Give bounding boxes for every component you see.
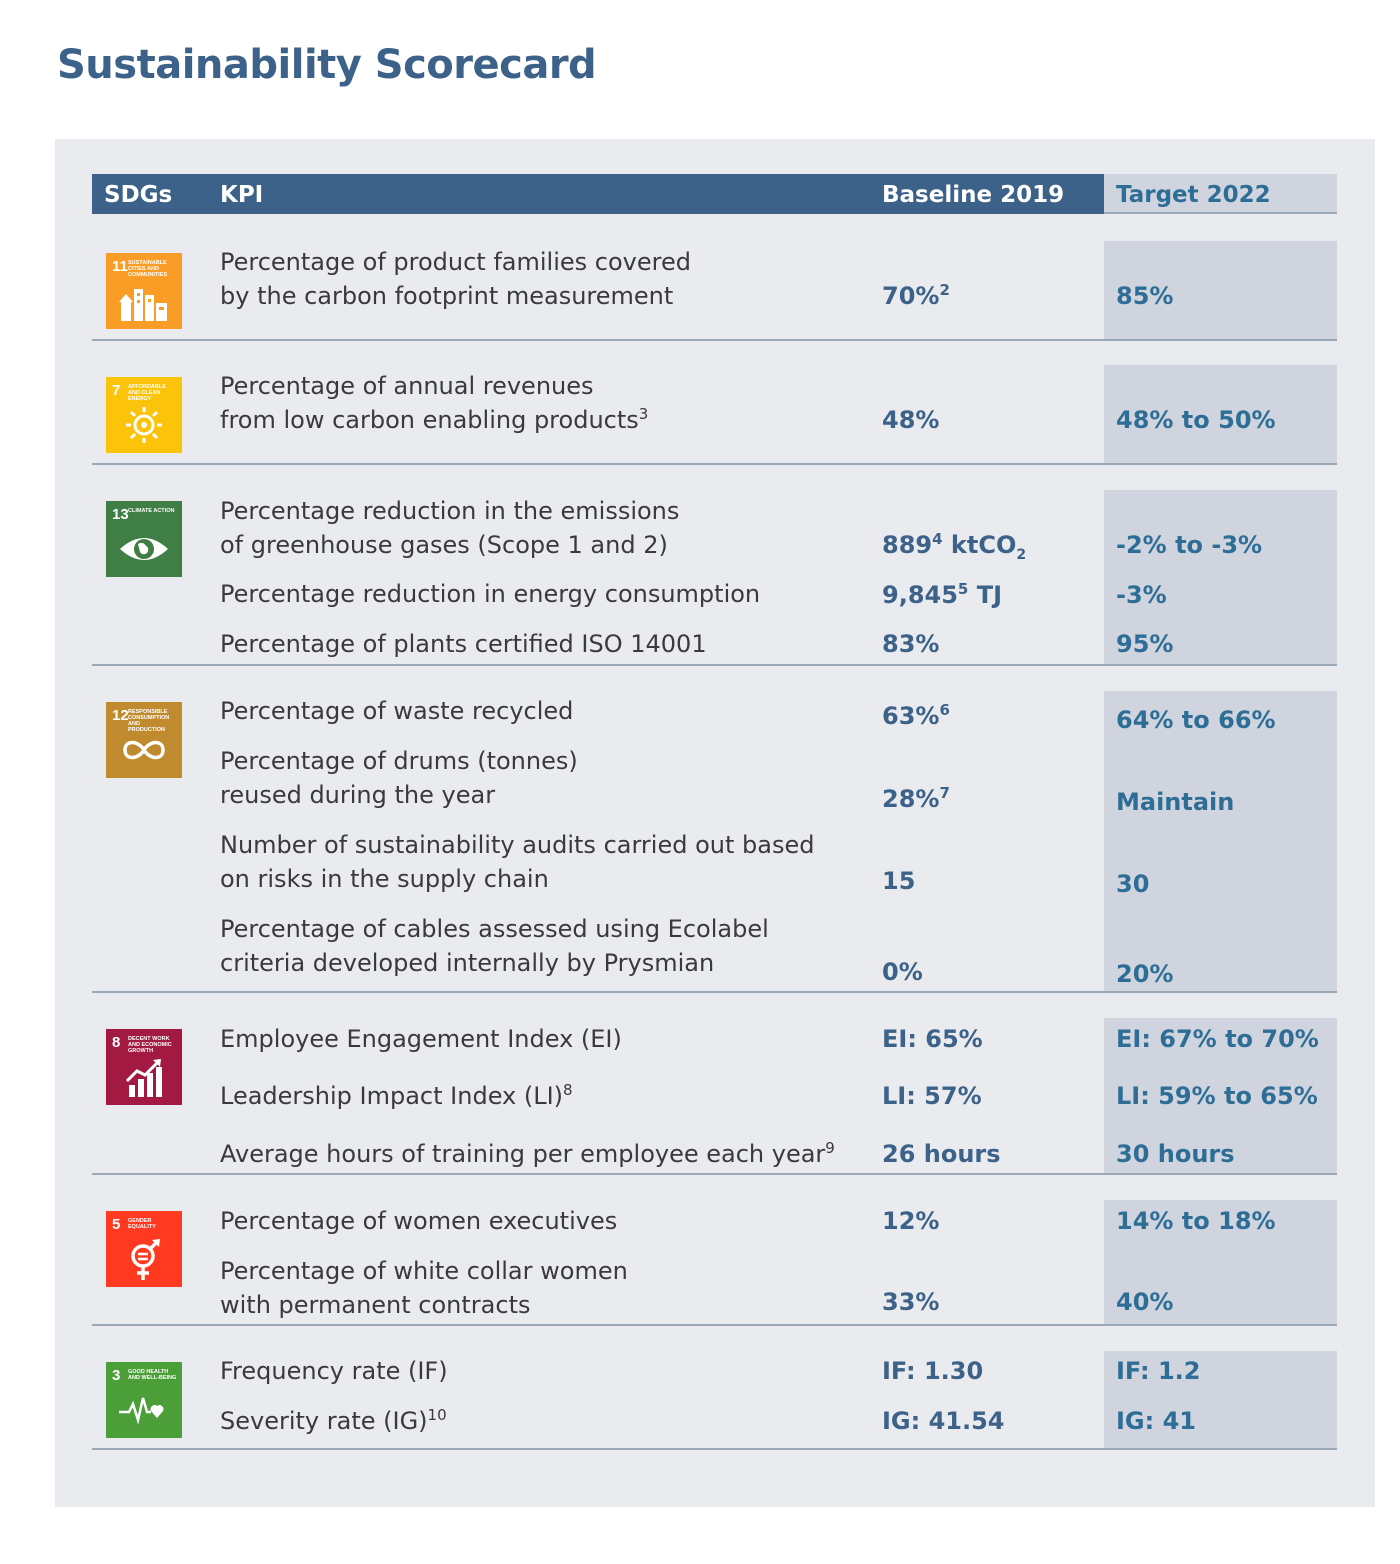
group-divider	[92, 1173, 1337, 1175]
target-value: 64% to 66%	[1116, 706, 1276, 734]
header-kpi: KPI	[220, 182, 264, 208]
baseline-value: 28%$^7$	[882, 784, 950, 813]
sdg-12-icon	[106, 702, 182, 778]
baseline-value: 12%	[882, 1207, 940, 1235]
group-divider	[92, 1448, 1337, 1450]
baseline-value: $889^4$ ktCO$_2$	[882, 530, 1027, 563]
target-value: 95%	[1116, 630, 1174, 658]
baseline-value: 9,845$^5$ TJ	[882, 580, 1003, 609]
kpi-label: Percentage of cables assessed using Ecolabel criteria developed internally by Prysmian	[220, 915, 769, 977]
sdg-7-icon	[106, 377, 182, 453]
kpi-label: Severity rate (IG)$^{10}$	[220, 1406, 447, 1435]
sdg-number: 12	[112, 707, 129, 724]
kpi-label: Percentage of drums (tonnes) reused during the year	[220, 747, 578, 809]
target-value: 40%	[1116, 1288, 1174, 1316]
kpi-label: Leadership Impact Index (LI)$^8$	[220, 1081, 573, 1110]
kpi-label: Average hours of training per employee each year$^9$	[220, 1139, 835, 1168]
sdg-number: 7	[112, 382, 121, 399]
sdg-label: AFFORDABLE AND CLEAN ENERGY	[128, 384, 166, 402]
baseline-value: EI: 65%	[882, 1025, 983, 1053]
target-value: 30	[1116, 870, 1150, 898]
table-header	[92, 174, 1104, 214]
kpi-label: Percentage of waste recycled	[220, 697, 574, 725]
kpi-label: Percentage of product families covered by the carbon footprint measurement	[220, 248, 691, 310]
header-baseline: Baseline 2019	[882, 182, 1065, 208]
kpi-label: Percentage of white collar women with permanent contracts	[220, 1257, 628, 1319]
header-target: Target 2022	[1104, 174, 1337, 214]
sdg-number: 3	[112, 1367, 121, 1384]
kpi-label: Frequency rate (IF)	[220, 1357, 448, 1385]
sdg-label: SUSTAINABLE CITIES AND COMMUNITIES	[128, 260, 168, 278]
baseline-value: 83%	[882, 630, 940, 658]
baseline-value: IG: 41.54	[882, 1407, 1005, 1435]
target-value: 14% to 18%	[1116, 1207, 1276, 1235]
kpi-label: Percentage of plants certified ISO 14001	[220, 630, 707, 658]
sdg-8-icon	[106, 1029, 182, 1105]
target-value: LI: 59% to 65%	[1116, 1082, 1318, 1110]
page-title: Sustainability Scorecard	[57, 42, 597, 88]
baseline-value: 48%	[882, 406, 940, 434]
kpi-label: Percentage reduction in energy consumption	[220, 580, 761, 608]
group-divider	[92, 339, 1337, 341]
sdg-label: DECENT WORK AND ECONOMIC GROWTH	[128, 1036, 172, 1054]
heartbeat-icon	[119, 1390, 169, 1432]
sdg-11-icon	[106, 253, 182, 329]
sdg-number: 13	[112, 506, 129, 523]
infinity-loop-icon	[119, 730, 169, 772]
target-value: -3%	[1116, 581, 1167, 609]
sdg-number: 8	[112, 1034, 121, 1051]
target-value: 85%	[1116, 282, 1174, 310]
sdg-5-icon	[106, 1211, 182, 1287]
baseline-value: 33%	[882, 1288, 940, 1316]
sdg-label: GENDER EQUALITY	[128, 1218, 156, 1230]
target-value: IF: 1.2	[1116, 1357, 1201, 1385]
target-value: Maintain	[1116, 788, 1235, 816]
target-value: 30 hours	[1116, 1140, 1235, 1168]
eye-globe-icon	[119, 529, 169, 571]
group-divider	[92, 463, 1337, 465]
baseline-value: 63%$^6$	[882, 701, 950, 730]
group-divider	[92, 1324, 1337, 1326]
group-divider	[92, 664, 1337, 666]
target-value: -2% to -3%	[1116, 531, 1263, 559]
baseline-value: 70%$^2$	[882, 281, 950, 310]
target-value: IG: 41	[1116, 1407, 1196, 1435]
kpi-label: Percentage of women executives	[220, 1207, 618, 1235]
baseline-value: 26 hours	[882, 1140, 1001, 1168]
header-sdgs: SDGs	[104, 182, 173, 208]
target-value: 20%	[1116, 960, 1174, 988]
baseline-value: IF: 1.30	[882, 1357, 984, 1385]
group-divider	[92, 991, 1337, 993]
sdg-label: GOOD HEALTH AND WELL-BEING	[128, 1369, 177, 1381]
sdg-3-icon	[106, 1362, 182, 1438]
kpi-label: Number of sustainability audits carried out based on risks in the supply chain	[220, 831, 815, 893]
kpi-label: Percentage reduction in the emissions of greenhouse gases (Scope 1 and 2)	[220, 497, 680, 559]
sdg-13-icon	[106, 501, 182, 577]
target-value: EI: 67% to 70%	[1116, 1025, 1319, 1053]
baseline-value: LI: 57%	[882, 1082, 982, 1110]
scorecard-panel	[55, 139, 1375, 1507]
kpi-label: Employee Engagement Index (EI)	[220, 1025, 622, 1053]
target-value: 48% to 50%	[1116, 406, 1276, 434]
kpi-label: Percentage of annual revenues from low carbon enabling products$^3$	[220, 372, 649, 434]
baseline-value: 15	[882, 867, 916, 895]
gender-equality-icon	[119, 1239, 169, 1281]
sdg-label: RESPONSIBLE CONSUMPTION AND PRODUCTION	[128, 709, 170, 733]
growth-chart-icon	[119, 1057, 169, 1099]
baseline-value: 0%	[882, 958, 923, 986]
city-buildings-icon	[119, 281, 169, 323]
sun-power-icon	[119, 405, 169, 447]
sdg-label: CLIMATE ACTION	[128, 508, 175, 514]
sdg-number: 5	[112, 1216, 121, 1233]
sdg-number: 11	[112, 258, 128, 275]
